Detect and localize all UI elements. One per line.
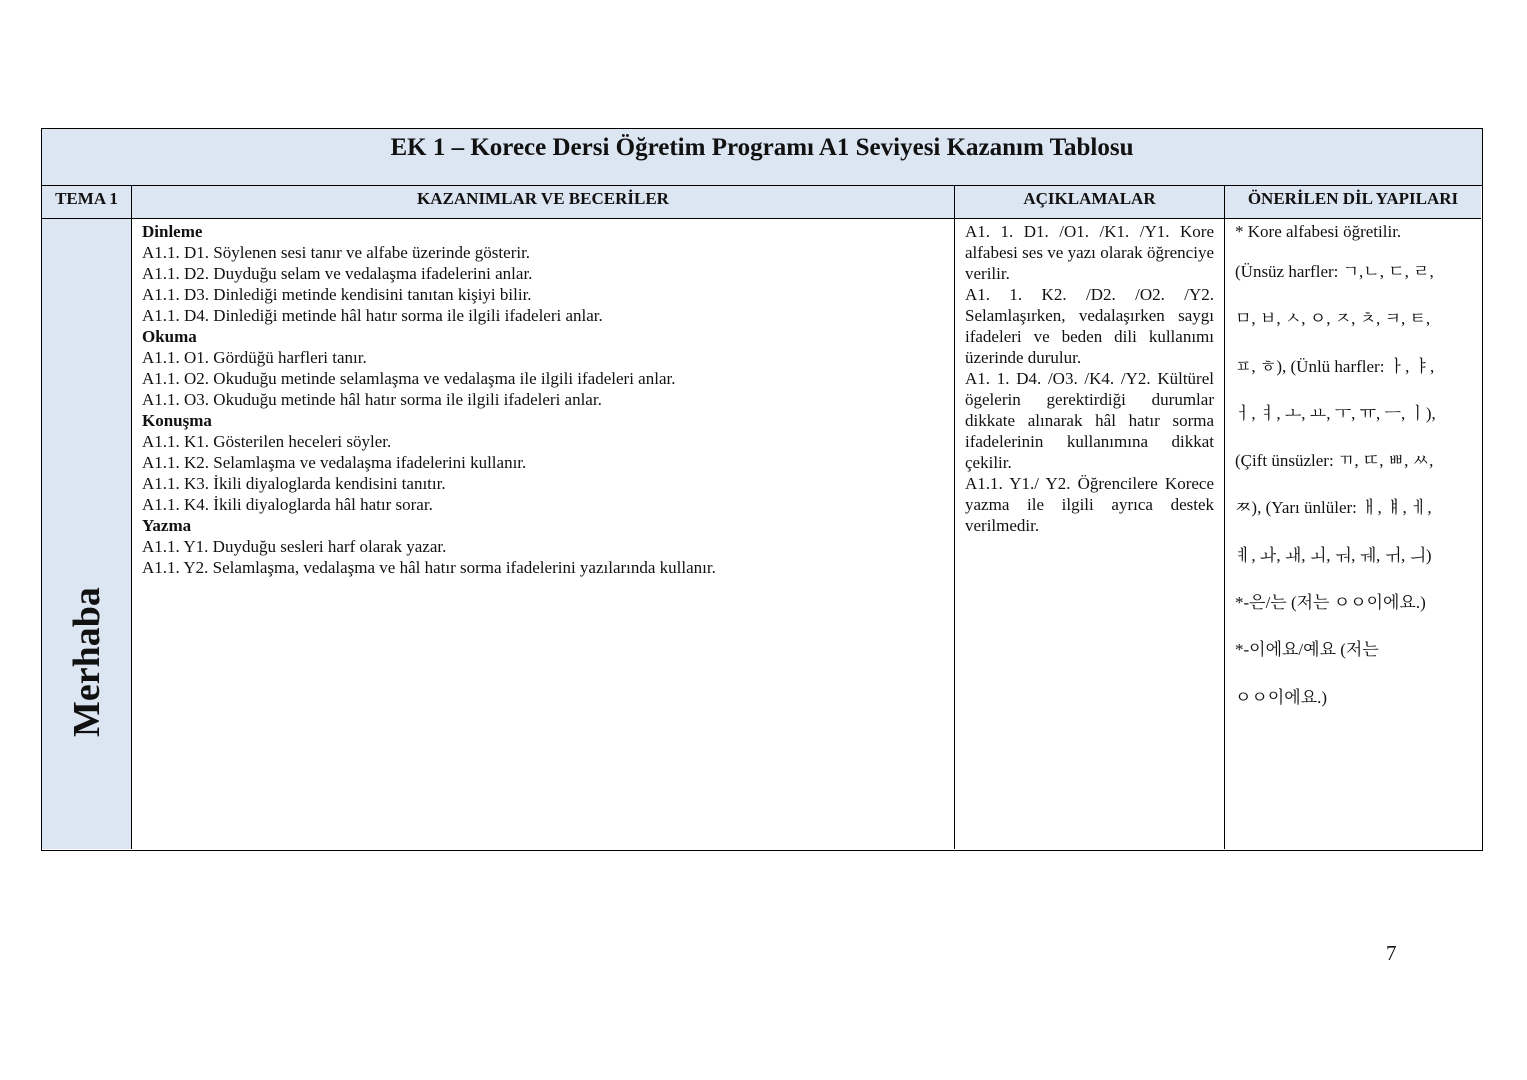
kazanim-item: A1.1. O1. Gördüğü harfleri tanır. (142, 348, 367, 367)
kazanim-item: A1.1. O2. Okuduğu metinde selamlaşma ve vedalaşma ile ilgili ifadeleri anlar. (142, 369, 676, 388)
kazanimlar-cell (132, 219, 955, 849)
kazanim-item: A1.1. D4. Dinlediği metinde hâl hatır sorma ile ilgili ifadeleri anlar. (142, 306, 603, 325)
section-dinleme: Dinleme (142, 222, 203, 241)
page-number: 7 (1386, 941, 1397, 965)
section-konusma: Konuşma (142, 411, 212, 430)
oneri-line: ㅍ, ㅎ), (Ünlü harfler: ㅏ, ㅑ, (1235, 356, 1435, 376)
oneri-line: ㅖ, ㅘ, ㅙ, ㅚ, ㅝ, ㅞ, ㅟ, ㅢ) (1235, 545, 1432, 565)
header-aciklamalar: AÇIKLAMALAR (955, 186, 1225, 219)
kazanim-item: A1.1. D2. Duyduğu selam ve vedalaşma ifadelerini anlar. (142, 264, 533, 283)
section-okuma: Okuma (142, 327, 197, 346)
oneri-line: *-은/는 (저는 ㅇㅇ이에요.) (1235, 593, 1426, 613)
oneri-line: ㅓ, ㅕ, ㅗ, ㅛ, ㅜ, ㅠ, ㅡ, ㅣ), (1235, 403, 1436, 423)
kazanim-table (41, 128, 1483, 851)
aciklamalar-cell (955, 219, 1225, 849)
header-kazanimlar: KAZANIMLAR VE BECERİLER (132, 186, 955, 219)
kazanim-item: A1.1. Y1. Duyduğu sesleri harf olarak yazar. (142, 537, 447, 556)
kazanim-item: A1.1. D3. Dinlediği metinde kendisini tanıtan kişiyi bilir. (142, 285, 532, 304)
kazanim-item: A1.1. K2. Selamlaşma ve vedalaşma ifadelerini kullanır. (142, 453, 527, 472)
aciklama-paragraph: A1.1. Y1./ Y2. Öğrencilere Korece yazma ile ilgili ayrıca destek verilmedir. (965, 474, 1214, 535)
oneri-line: ㅉ), (Yarı ünlüler: ㅐ, ㅒ, ㅔ, (1235, 498, 1432, 518)
theme-label: Merhaba (66, 587, 108, 737)
oneriler-cell (1225, 219, 1481, 849)
oneri-line: (Ünsüz harfler: ㄱ,ㄴ, ㄷ, ㄹ, (1235, 262, 1434, 281)
kazanim-item: A1.1. O3. Okuduğu metinde hâl hatır sorma ile ilgili ifadeleri anlar. (142, 390, 602, 409)
oneri-line: * Kore alfabesi öğretilir. (1235, 222, 1402, 241)
header-tema: TEMA 1 (42, 186, 132, 219)
aciklama-paragraph: A1. 1. K2. /D2. /O2. /Y2. Selamlaşırken, vedalaşırken saygı ifadeleri ve beden dili kullanımı üzerinde durulur. (965, 285, 1214, 367)
kazanim-item: A1.1. K4. İkili diyaloglarda hâl hatır sorar. (142, 495, 433, 514)
kazanim-item: A1.1. K3. İkili diyaloglarda kendisini tanıtır. (142, 474, 446, 493)
kazanim-item: A1.1. K1. Gösterilen heceleri söyler. (142, 432, 392, 451)
kazanim-item: A1.1. D1. Söylenen sesi tanır ve alfabe üzerinde gösterir. (142, 243, 531, 262)
oneri-line: ㅇㅇ이에요.) (1235, 687, 1328, 707)
theme-cell (42, 219, 132, 849)
kazanim-item: A1.1. Y2. Selamlaşma, vedalaşma ve hâl hatır sorma ifadelerini yazılarında kullanır. (142, 558, 716, 577)
table-title: EK 1 – Korece Dersi Öğretim Programı A1 Seviyesi Kazanım Tablosu (42, 129, 1482, 186)
oneri-line: ㅁ, ㅂ, ㅅ, ㅇ, ㅈ, ㅊ, ㅋ, ㅌ, (1235, 309, 1431, 329)
aciklama-paragraph: A1. 1. D1. /O1. /K1. /Y1. Kore alfabesi ses ve yazı olarak öğrenciye verilir. (965, 222, 1214, 283)
header-oneriler: ÖNERİLEN DİL YAPILARI (1225, 186, 1481, 219)
aciklama-paragraph: A1. 1. D4. /O3. /K4. /Y2. Kültürel ögelerin gerektirdiği durumlar dikkate alınarak hâl hatır sorma ifadelerinin kullanımına dikkat çekilir. (965, 369, 1214, 472)
section-yazma: Yazma (142, 516, 192, 535)
oneri-line: *-이에요/예요 (저는 (1235, 640, 1379, 660)
oneri-line: (Çift ünsüzler: ㄲ, ㄸ, ㅃ, ㅆ, (1235, 451, 1434, 471)
